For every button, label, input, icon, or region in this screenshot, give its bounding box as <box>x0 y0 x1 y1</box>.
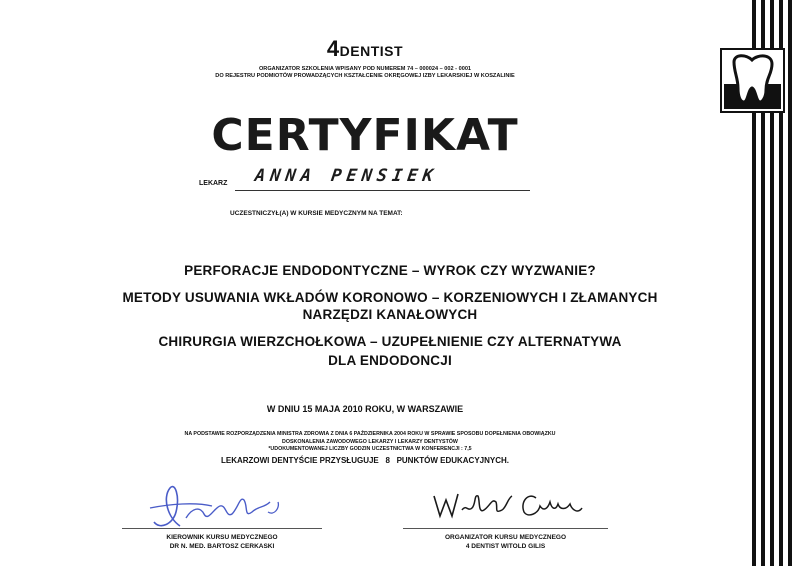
topic-1: PERFORACJE ENDODONTYCZNE – WYROK CZY WYZWANIE? <box>184 263 596 278</box>
topic-3-line-2: DLA ENDODONCJI <box>328 353 452 368</box>
recipient-name: ANNA PENSIEK <box>253 166 440 186</box>
left-signature-person: DR N. MED. BARTOSZ CERKASKI <box>169 542 275 550</box>
left-signature-caption <box>122 534 322 551</box>
certificate-title: CERTYFIKAT <box>211 110 519 161</box>
brand-name: DENTIST <box>339 43 404 59</box>
organizer-line-1: ORGANIZATOR SZKOLENIA WPISANY POD NUMEREM 74 – 000024 – 002 - 0001 <box>258 66 472 72</box>
right-signature <box>428 484 588 528</box>
right-signature-line <box>403 528 608 529</box>
points-prefix: LEKARZOWI DENTYŚCIE PRZYSŁUGUJE <box>220 456 379 465</box>
right-signature-role: ORGANIZATOR KURSU MEDYCZNEGO <box>444 534 567 541</box>
participation-statement: UCZESTNICZYŁ(A) W KURSIE MEDYCZNYM NA TEMAT: <box>230 210 403 217</box>
left-signature-line <box>122 528 322 529</box>
legal-line-1: NA PODSTAWIE ROZPORZĄDZENIA MINISTRA ZDROWIA Z DNIA 6 PAŹDZIERNIKA 2004 ROKU W SPRAWIE SPOSOBU DOPEŁNIENIA OBOWIĄZKU <box>184 431 556 437</box>
education-points <box>0 456 730 465</box>
right-signature-caption <box>403 534 608 551</box>
points-count: 8 <box>385 456 390 465</box>
recipient-label: LEKARZ <box>199 180 228 187</box>
points-suffix: PUNKTÓW EDUKACYJNYCH. <box>396 456 510 465</box>
right-signature-person: 4 DENTIST WITOLD GILIS <box>465 542 546 550</box>
left-signature-role: KIEROWNIK KURSU MEDYCZNEGO <box>166 534 278 541</box>
tooth-icon <box>720 48 785 113</box>
organizer-info <box>150 66 580 80</box>
course-date: W DNIU 15 MAJA 2010 ROKU, W WARSZAWIE <box>266 404 464 414</box>
organizer-line-2: DO REJESTRU PODMIOTÓW PROWADZĄCYCH KSZTAŁCENIE OKRĘGOWEJ IZBY LEKARSKIEJ W KOSZALINIE <box>215 73 515 79</box>
recipient-name-line <box>235 190 530 191</box>
topic-2-line-2: NARZĘDZI KANAŁOWYCH <box>302 307 478 322</box>
legal-line-3: *UDOKUMENTOWANEJ LICZBY GODZIN UCZESTNICTWA W KONFERENCJI : 7,5 <box>268 446 472 452</box>
legal-line-2: DOSKONALENIA ZAWODOWEGO LEKARZY I LEKARZY DENTYSTÓW <box>282 438 458 445</box>
brand-digit: 4 <box>326 36 340 61</box>
topic-2-line-1: METODY USUWANIA WKŁADÓW KORONOWO – KORZENIOWYCH I ZŁAMANYCH <box>122 290 658 305</box>
brand-logo-text <box>0 36 730 62</box>
left-signature <box>140 478 300 534</box>
topic-3-line-1: CHIRURGIA WIERZCHOŁKOWA – UZUPEŁNIENIE CZY ALTERNATYWA <box>158 334 622 349</box>
legal-basis <box>100 431 640 454</box>
